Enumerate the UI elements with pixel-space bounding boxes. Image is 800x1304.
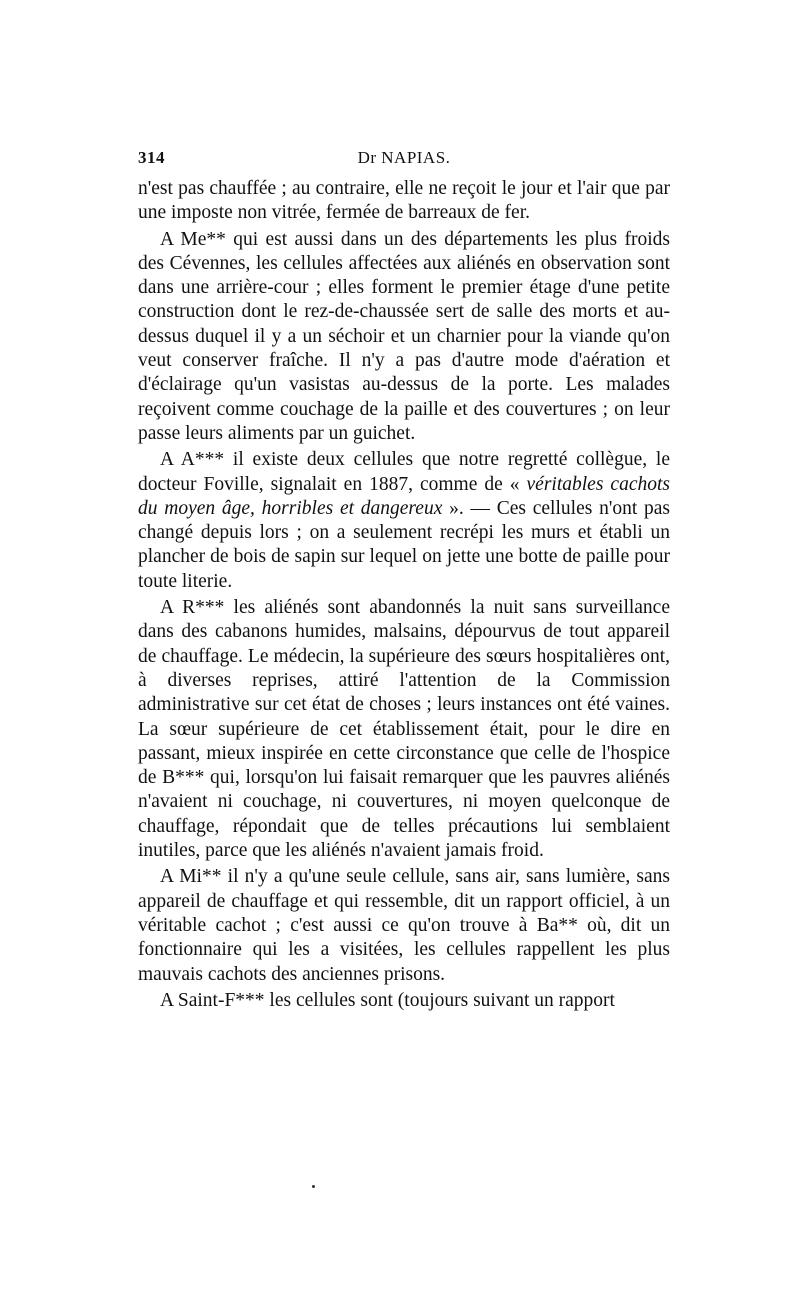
quotation-italic: véritables cachots du moyen âge, horribles et dangereux xyxy=(138,473,670,519)
paragraph-a-text-after: ». — Ces cellules n'ont pas changé depuis lors ; on a seulement recrépi les murs et établi un plancher de bois de sapin sur lequel on jette une botte de paille pour toute literie. xyxy=(138,497,670,592)
paragraph-mi: A Mi** il n'y a qu'une seule cellule, sans air, sans lumière, sans appareil de chauffage et qui ressemble, dit un rapport officiel, à un véritable cachot ; c'est aussi ce qu'on trouve à Ba** où, dit un fonctionnaire qui les a visitées, les cellules rappellent les plus mauvais cachots des anciennes prisons. xyxy=(138,866,670,985)
paragraph-continued: n'est pas chauffée ; au contraire, elle ne reçoit le jour et l'air que par une imposte non vitrée, fermée de barreaux de fer. xyxy=(138,178,670,224)
running-head: Dr NAPIAS. xyxy=(357,148,451,167)
paragraph-a-text-before: A A*** il existe deux cellules que notre regretté collègue, le docteur Foville, signalait en 1887, comme de « xyxy=(138,449,670,495)
paragraph-r: A R*** les aliénés sont abandonnés la nuit sans surveillance dans des cabanons humides, malsains, dépourvus de tout appareil de chauffage. Le médecin, la supérieure des sœurs hospitalières ont, à diverses reprises, attiré l'attention de la Commission administrative sur cet état de choses ; leurs instances ont été vaines. La sœur supérieure de cet établissement était, pour le dire en passant, mieux inspirée en cette circonstance que celle de l'hospice de B*** qui, lorsqu'on lui faisait remarquer que les pauvres aliénés n'avaient ni couchage, ni couvertures, ni moyen quelconque de chauffage, répondait que de telles précautions lui semblaient inutiles, parce que les aliénés n'avaient jamais froid. xyxy=(138,597,670,862)
ink-speck xyxy=(312,1185,315,1188)
paragraph-me: A Me** qui est aussi dans un des départements les plus froids des Cévennes, les cellules affectées aux aliénés en observation sont dans une arrière-cour ; elles forment le premier étage d'une petite construction dont le rez-de-chaussée sert de salle des morts et au-dessus duquel il y a un séchoir et un charnier pour la viande qu'on veut conserver fraîche. Il n'y a pas d'autre mode d'aération et d'éclairage qu'un vasistas au-dessus de la porte. Les malades reçoivent comme couchage de la paille et des couvertures ; on leur passe leurs aliments par un guichet. xyxy=(138,228,670,444)
paragraph-saint-f: A Saint-F*** les cellules sont (toujours suivant un rapport xyxy=(160,989,615,1011)
page-header xyxy=(138,148,670,172)
paragraph-a xyxy=(138,448,670,594)
body-text xyxy=(138,177,670,1013)
page-number: 314 xyxy=(138,148,165,167)
